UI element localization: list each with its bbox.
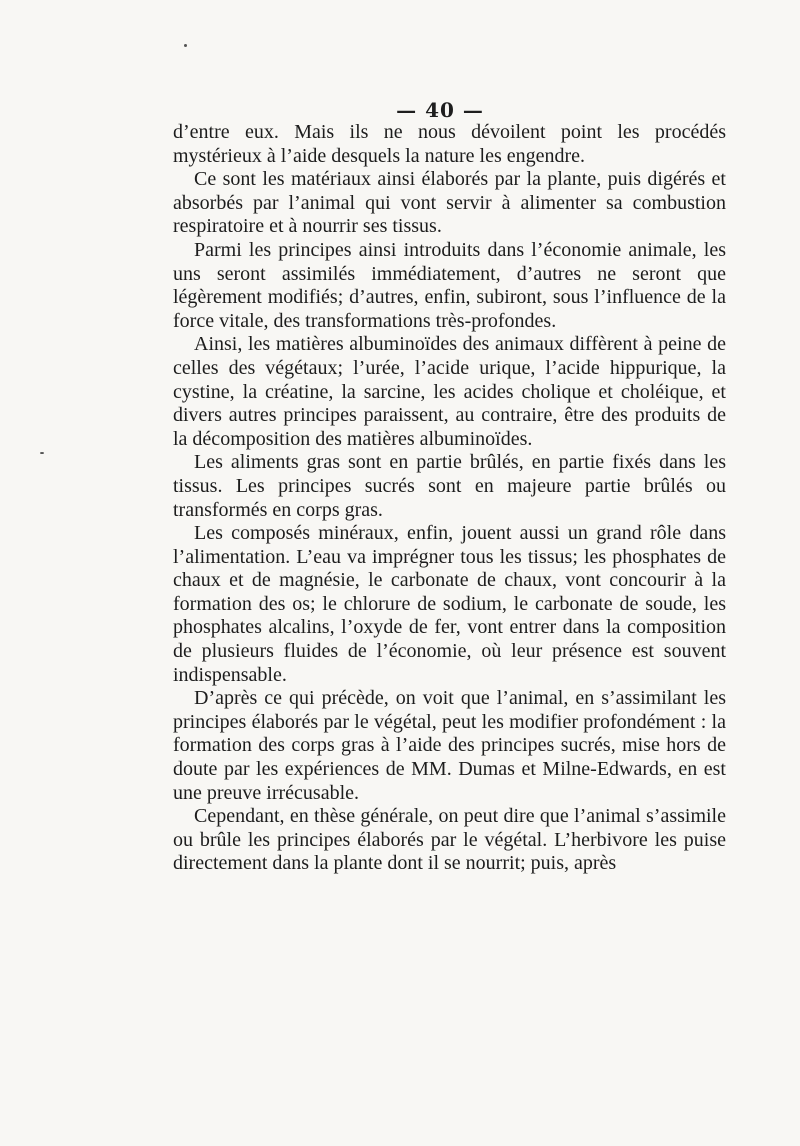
paragraph: Ce sont les matériaux ainsi élaborés par la plante, puis digérés et absorbés par l’animal qui vont servir à alimenter sa combustion respiratoire et à nourrir ses tissus.	[173, 168, 726, 238]
paragraph: Les composés minéraux, enfin, jouent aussi un grand rôle dans l’alimentation. L’eau va imprégner tous les tissus; les phosphates de chaux et de magnésie, le carbonate de chaux, vont concourir à la formation des os; le chlorure de sodium, le carbonate de soude, les phosphates alcalins, l’oxyde de fer, vont entrer dans la composition de plusieurs fluides de l’économie, où leur présence est souvent indispensable.	[173, 522, 726, 686]
paragraph: Cependant, en thèse générale, on peut dire que l’animal s’assimile ou brûle les principes élaborés par le végétal. L’herbivore les puise directement dans la plante dont il se nourrit; puis, après	[173, 805, 726, 875]
paragraph: Les aliments gras sont en partie brûlés, en partie fixés dans les tissus. Les principes sucrés sont en majeure partie brûlés ou transformés en corps gras.	[173, 451, 726, 521]
paragraph: Ainsi, les matières albuminoïdes des animaux diffèrent à peine de celles des végétaux; l’urée, l’acide urique, l’acide hippurique, la cystine, la créatine, la sarcine, les acides cholique et choléique, et divers autres principes paraissent, au contraire, être des produits de la décomposition des matières albuminoïdes.	[173, 333, 726, 450]
page-number: — 40 —	[396, 98, 484, 122]
paragraph: D’après ce qui précède, on voit que l’animal, en s’assimilant les principes élaborés par le végétal, peut les modifier profondément : la formation des corps gras à l’aide des principes sucrés, mise hors de doute par les expériences de MM. Dumas et Milne-Edwards, en est une preuve irrécusable.	[173, 687, 726, 804]
paper-speck	[184, 44, 187, 47]
paragraph: Parmi les principes ainsi introduits dans l’économie animale, les uns seront assimilés immédiatement, d’autres ne seront que légèrement modifiés; d’autres, enfin, subiront, sous l’influence de la force vitale, des transformations très-profondes.	[173, 238, 726, 332]
paper-speck	[40, 452, 44, 454]
paragraph: d’entre eux. Mais ils ne nous dévoilent point les procédés mystérieux à l’aide desquels la nature les engendre.	[173, 121, 726, 167]
body-text	[173, 121, 726, 876]
